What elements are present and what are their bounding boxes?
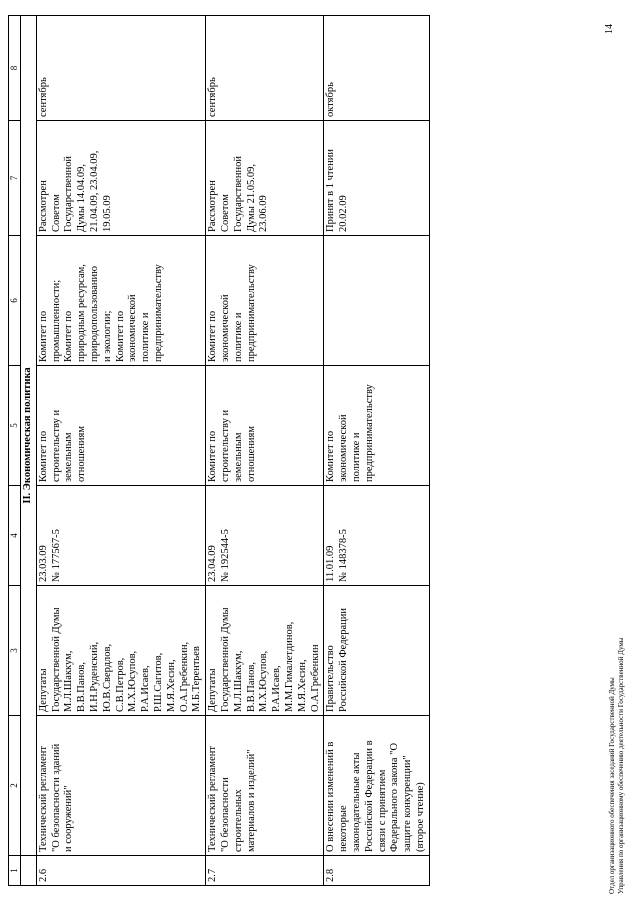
co-committees-line: предпринимательству: [245, 264, 257, 362]
row-number-cell: 2.6: [36, 856, 205, 886]
status-line: Думы 14.04.09,: [76, 164, 88, 232]
co-committees-line: экономической: [219, 294, 231, 362]
responsible-committee-line: Комитет по: [325, 430, 337, 482]
authors-line: М.М.Гималетдинов,: [283, 621, 295, 712]
responsible-committee-cell: [36, 366, 205, 486]
bill-title-cell: [324, 716, 429, 856]
column-number-row: [9, 16, 21, 886]
responsible-committee-line: политике и: [350, 432, 362, 482]
authors-line: М.Х.Юсупов,: [258, 650, 270, 712]
authors-line: Депутаты: [207, 668, 219, 712]
table-row: [324, 16, 429, 886]
responsible-committee-line: Комитет по: [37, 430, 49, 482]
responsible-committee-line: строительству и: [219, 409, 231, 482]
column-number-8: 8: [9, 16, 21, 121]
status-line: 19.05.09: [101, 195, 113, 232]
authors-cell: [324, 586, 429, 716]
status-line: Думы 21.05.09,: [245, 164, 257, 232]
status-line: Государственной: [232, 156, 244, 232]
co-committees-line: политике и: [140, 312, 152, 362]
authors-line: С.В.Петров,: [114, 657, 126, 712]
status-line: Советом: [219, 194, 231, 232]
co-committees-line: политике и: [232, 312, 244, 362]
authors-line: Правительство: [325, 645, 337, 712]
term-cell: сентябрь: [206, 16, 324, 121]
submitted-date-line: 23.03.09: [37, 545, 49, 582]
authors-cell: [36, 586, 205, 716]
authors-line: М.Б.Терентьев: [191, 646, 203, 712]
responsible-committee-line: Комитет по: [207, 430, 219, 482]
co-committees-line: Комитет по: [114, 310, 126, 362]
authors-line: М.Л.Шаккум,: [232, 650, 244, 712]
bill-title-cell: [206, 716, 324, 856]
submitted-date-line: № 177567-5: [50, 529, 62, 582]
status-cell: [36, 121, 205, 236]
bill-title-line: материалов и изделий": [245, 749, 257, 852]
responsible-committee-line: отношениям: [245, 425, 257, 482]
authors-line: Государственной Думы: [219, 607, 231, 712]
bill-title-line: Технический регламент: [37, 746, 49, 852]
section-num-cell: [21, 856, 37, 886]
term-cell: октябрь: [324, 16, 429, 121]
status-line: Рассмотрен: [37, 180, 49, 232]
authors-line: В.В.Панов,: [245, 662, 257, 712]
term-cell: сентябрь: [36, 16, 205, 121]
status-line: 21.04.09, 23.04.09,: [88, 150, 100, 232]
column-number-1: 1: [9, 856, 21, 886]
table-row: [206, 16, 324, 886]
column-number-2: 2: [9, 716, 21, 856]
column-number-3: 3: [9, 586, 21, 716]
bill-title-line: строительных: [232, 789, 244, 852]
submitted-date-cell: [324, 486, 429, 586]
column-number-6: 6: [9, 236, 21, 366]
bill-title-line: "О безопасности зданий: [50, 743, 62, 852]
authors-line: М.Я.Хесин,: [165, 659, 177, 712]
authors-line: М.Х.Юсупов,: [127, 650, 139, 712]
authors-line: Государственной Думы: [50, 607, 62, 712]
responsible-committee-cell: [206, 366, 324, 486]
submitted-date-line: № 148378-5: [338, 529, 350, 582]
authors-line: И.Н.Руденский,: [88, 641, 100, 712]
authors-line: М.Я.Хесин,: [296, 659, 308, 712]
submitted-date-line: 23.04.09: [207, 545, 219, 582]
submitted-date-line: № 192544-5: [219, 529, 231, 582]
responsible-committee-line: экономической: [338, 414, 350, 482]
bill-title-line: "О безопасности: [219, 777, 231, 852]
responsible-committee-line: земельным: [63, 432, 75, 482]
column-number-7: 7: [9, 121, 21, 236]
legislation-table: [8, 15, 430, 886]
status-line: Принят в 1 чтении: [325, 149, 337, 232]
bill-title-line: Федерального закона "О: [389, 742, 401, 852]
submitted-date-cell: [206, 486, 324, 586]
authors-line: Российской Федерации: [338, 608, 350, 712]
responsible-committee-line: предпринимательству: [363, 384, 375, 482]
table-row: [36, 16, 205, 886]
bill-title-line: законодательные акты: [350, 752, 362, 852]
column-number-5: 5: [9, 366, 21, 486]
column-number-4: 4: [9, 486, 21, 586]
section-row: [21, 16, 37, 886]
responsible-committee-line: отношениям: [76, 425, 88, 482]
co-committees-cell: [324, 236, 429, 366]
submitted-date-line: 11.01.09: [325, 545, 337, 582]
footer-line: Управления по организационному обеспечению деятельности Государственной Думы: [616, 637, 625, 894]
authors-line: О.А.Гребенкин: [309, 644, 321, 712]
co-committees-line: природным ресурсам,: [76, 264, 88, 362]
co-committees-line: предпринимательству: [152, 264, 164, 362]
co-committees-line: Комитет по: [63, 310, 75, 362]
status-line: 23.06.09: [258, 195, 270, 232]
status-line: Государственной: [63, 156, 75, 232]
authors-line: Р.А.Исаев,: [271, 665, 283, 712]
section-title: II. Экономическая политика: [21, 16, 37, 856]
row-number-cell: 2.7: [206, 856, 324, 886]
authors-line: М.Л.Шаккум,: [63, 650, 75, 712]
footer-line: Отдел организационного обеспечения заседаний Государственной Думы: [608, 677, 616, 894]
authors-line: Депутаты: [37, 668, 49, 712]
bill-title-line: связи с принятием: [376, 769, 388, 852]
bill-title-line: (второе чтение): [414, 782, 426, 852]
responsible-committee-cell: [324, 366, 429, 486]
co-committees-line: Комитет по: [207, 310, 219, 362]
submitted-date-cell: [36, 486, 205, 586]
bill-title-line: Российской Федерации в: [363, 740, 375, 852]
authors-line: О.А.Гребенкин,: [178, 641, 190, 712]
authors-line: Р.Ш.Сагитов,: [152, 652, 164, 712]
co-committees-line: природопользованию: [88, 266, 100, 362]
status-line: 20.02.09: [338, 195, 350, 232]
row-number-cell: 2.8: [324, 856, 429, 886]
co-committees-cell: [206, 236, 324, 366]
responsible-committee-line: строительству и: [50, 409, 62, 482]
bill-title-line: Технический регламент: [207, 746, 219, 852]
bill-title-line: О внесении изменений в: [325, 741, 337, 852]
co-committees-line: Комитет по: [37, 310, 49, 362]
co-committees-line: промышленности;: [50, 279, 62, 362]
bill-title-line: некоторые: [338, 805, 350, 852]
authors-line: Ю.В.Свердлов,: [101, 643, 113, 712]
co-committees-cell: [36, 236, 205, 366]
authors-line: В.В.Панов,: [76, 662, 88, 712]
responsible-committee-line: земельным: [232, 432, 244, 482]
status-line: Рассмотрен: [207, 180, 219, 232]
status-line: Советом: [50, 194, 62, 232]
bill-title-line: и сооружений": [63, 785, 75, 852]
bill-title-line: защите конкуренции": [402, 755, 414, 852]
co-committees-line: экономической: [127, 294, 139, 362]
page-number: 14: [604, 24, 615, 34]
authors-line: Р.А.Исаев,: [140, 665, 152, 712]
status-cell: [206, 121, 324, 236]
authors-cell: [206, 586, 324, 716]
co-committees-line: и экологии;: [101, 310, 113, 362]
footer: [608, 638, 626, 894]
bill-title-cell: [36, 716, 205, 856]
status-cell: [324, 121, 429, 236]
